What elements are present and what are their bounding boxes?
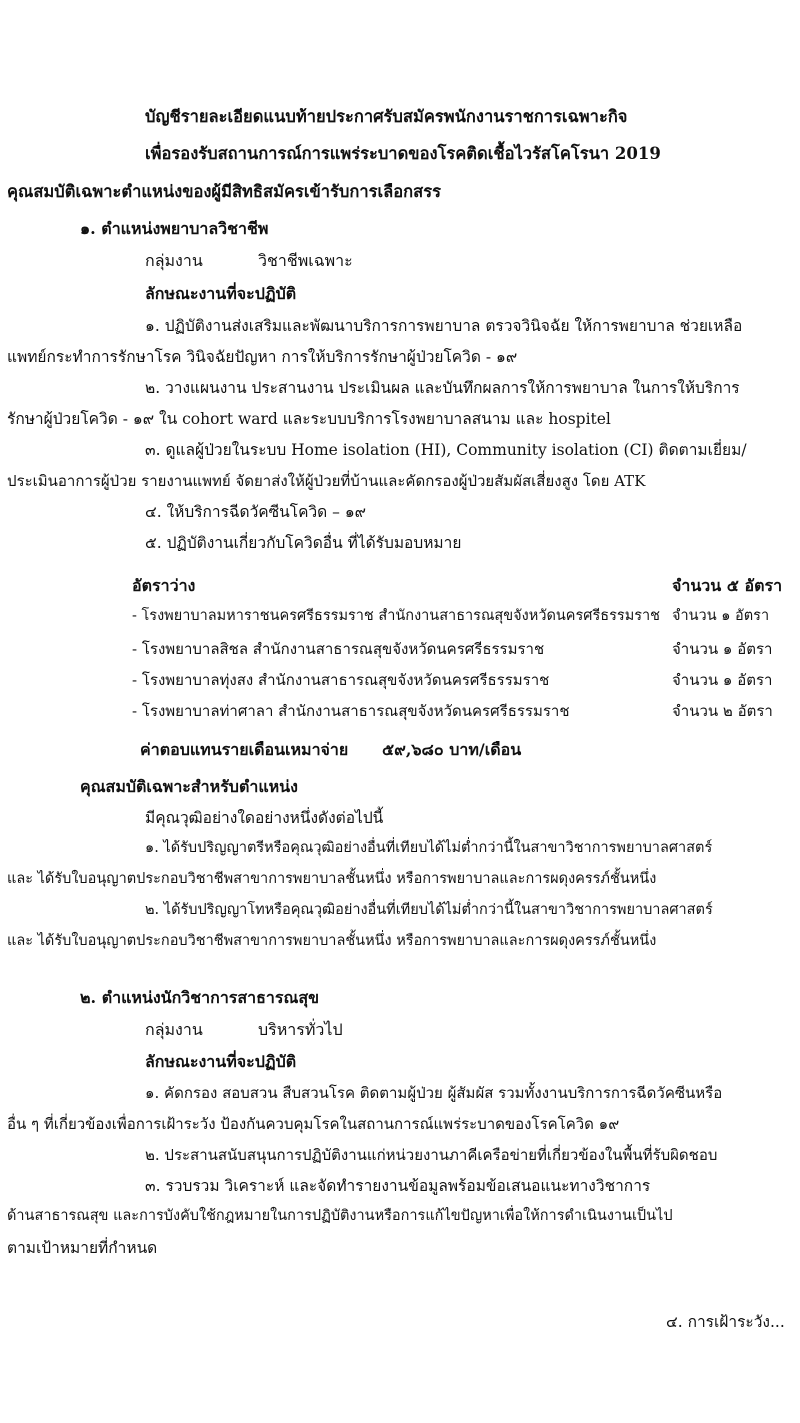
position2-duties-heading: ลักษณะงานที่จะปฏิบัติ — [145, 1052, 297, 1071]
position1-qual-heading: คุณสมบัติเฉพาะสำหรับตำแหน่ง — [80, 777, 298, 796]
position1-duty3-line2: ประเมินอาการผู้ป่วย รายงานแพทย์ จัดยาส่งให้ผู้ป่วยที่บ้านและคัดกรองผู้ป่วยสัมผัสเสี่ยงสูง โดย ATK — [7, 472, 646, 490]
position1-qual1-line2: และ ได้รับใบอนุญาตประกอบวิชาชีพสาขาการพยาบาลชั้นหนึ่ง หรือการพยาบาลและการผดุงครรภ์ชั้นหนึ่ง — [7, 871, 657, 887]
position1-qual-intro: มีคุณวุฒิอย่างใดอย่างหนึ่งดังต่อไปนี้ — [145, 809, 384, 827]
position1-qual1-line1: ๑. ได้รับปริญญาตรีหรือคุณวุฒิอย่างอื่นที่เทียบได้ไม่ต่ำกว่านี้ในสาขาวิชาการพยาบาลศาสตร์ — [145, 840, 713, 856]
position1-duty4: ๔. ให้บริการฉีดวัคซีนโควิด – ๑๙ — [145, 503, 367, 521]
position2-duty3-line2: ด้านสาธารณสุข และการบังคับใช้กฎหมายในการปฏิบัติงานหรือการแก้ไขปัญหาเพื่อให้การดำเนินงานเป็นไป — [7, 1208, 673, 1224]
vacancy-hospital: - โรงพยาบาลท่าศาลา สำนักงานสาธารณสุขจังหวัดนครศรีธรรมราช — [132, 702, 570, 720]
vacancy-hospital: - โรงพยาบาลทุ่งสง สำนักงานสาธารณสุขจังหวัดนครศรีธรรมราช — [132, 671, 550, 689]
position2-title: ๒. ตำแหน่งนักวิชาการสาธารณสุข — [80, 988, 320, 1007]
vacancy-amount: จำนวน ๑ อัตรา — [672, 671, 773, 689]
qualification-heading: คุณสมบัติเฉพาะตำแหน่งของผู้มีสิทธิสมัครเข้ารับการเลือกสรร — [7, 182, 441, 201]
vacancy-row — [132, 702, 792, 720]
position1-group-label: กลุ่มงาน — [145, 251, 203, 270]
vacancy-amount: จำนวน ๑ อัตรา — [672, 640, 773, 658]
vacancy-amount: จำนวน ๒ อัตรา — [672, 702, 773, 720]
position2-group-value: บริหารทั่วไป — [258, 1020, 343, 1039]
position1-qual2-line2: และ ได้รับใบอนุญาตประกอบวิชาชีพสาขาการพยาบาลชั้นหนึ่ง หรือการพยาบาลและการผดุงครรภ์ชั้นหนึ่ง — [7, 933, 657, 949]
vacancy-hospital: - โรงพยาบาลสิชล สำนักงานสาธารณสุขจังหวัดนครศรีธรรมราช — [132, 640, 545, 658]
position1-title: ๑. ตำแหน่งพยาบาลวิชาชีพ — [80, 219, 269, 238]
position1-duty1-line2: แพทย์กระทำการรักษาโรค วินิจฉัยปัญหา การให้บริการรักษาผู้ป่วยโควิด - ๑๙ — [7, 348, 518, 366]
position2-duty1-line2: อื่น ๆ ที่เกี่ยวข้องเพื่อการเฝ้าระวัง ป้องกันควบคุมโรคในสถานการณ์แพร่ระบาดของโรคโควิด ๑๙ — [7, 1115, 620, 1133]
vacancy-row — [132, 671, 792, 689]
position2-duty3-line3: ตามเป้าหมายที่กำหนด — [7, 1239, 158, 1257]
vacancy-total: จำนวน ๕ อัตรา — [672, 576, 783, 595]
position1-duty3-line1: ๓. ดูแลผู้ป่วยในระบบ Home isolation (HI), Community isolation (CI) ติดตามเยี่ยม/ — [145, 441, 747, 459]
position1-duty2-line1: ๒. วางแผนงาน ประสานงาน ประเมินผล และบันทึกผลการให้การพยาบาล ในการให้บริการ — [145, 379, 740, 397]
vacancy-heading: อัตราว่าง — [132, 576, 196, 595]
position2-duty3-line1: ๓. รวบรวม วิเคราะห์ และจัดทำรายงานข้อมูลพร้อมข้อเสนอแนะทางวิชาการ — [145, 1177, 651, 1195]
document-title-line1: บัญชีรายละเอียดแนบท้ายประกาศรับสมัครพนักงานราชการเฉพาะกิจ — [145, 107, 628, 126]
vacancy-header-row — [132, 576, 792, 595]
vacancy-row — [132, 640, 792, 658]
position2-duty2: ๒. ประสานสนับสนุนการปฏิบัติงานแก่หน่วยงานภาคีเครือข่ายที่เกี่ยวข้องในพื้นที่รับผิดชอบ — [145, 1146, 718, 1164]
vacancy-amount: จำนวน ๑ อัตรา — [672, 608, 770, 624]
position1-duty1-line1: ๑. ปฏิบัติงานส่งเสริมและพัฒนาบริการการพยาบาล ตรวจวินิจฉัย ให้การพยาบาล ช่วยเหลือ — [145, 317, 743, 335]
position1-qual2-line1: ๒. ได้รับปริญญาโทหรือคุณวุฒิอย่างอื่นที่เทียบได้ไม่ต่ำกว่านี้ในสาขาวิชาการพยาบาลศาสตร์ — [145, 902, 713, 918]
position1-duties-heading: ลักษณะงานที่จะปฏิบัติ — [145, 284, 297, 303]
salary-value: ๕๙,๖๘๐ บาท/เดือน — [382, 740, 522, 759]
document-title-line2: เพื่อรองรับสถานการณ์การแพร่ระบาดของโรคติดเชื้อไวรัสโคโรนา 2019 — [145, 144, 661, 163]
position1-group-value: วิชาชีพเฉพาะ — [258, 251, 353, 270]
vacancy-row — [132, 608, 792, 625]
vacancy-hospital: - โรงพยาบาลมหาราชนครศรีธรรมราช สำนักงานสาธารณสุขจังหวัดนครศรีธรรมราช — [132, 608, 661, 624]
position1-duty5: ๕. ปฏิบัติงานเกี่ยวกับโควิดอื่น ที่ได้รับมอบหมาย — [145, 534, 462, 552]
position2-group-label: กลุ่มงาน — [145, 1020, 203, 1039]
position1-duty2-line2: รักษาผู้ป่วยโควิด - ๑๙ ใน cohort ward และระบบบริการโรงพยาบาลสนาม และ hospitel — [7, 410, 611, 428]
position2-duty1-line1: ๑. คัดกรอง สอบสวน สืบสวนโรค ติดตามผู้ป่วย ผู้สัมผัส รวมทั้งงานบริการการฉีดวัคซีนหรือ — [145, 1084, 723, 1102]
salary-label: ค่าตอบแทนรายเดือนเหมาจ่าย — [140, 740, 349, 759]
continuation-note: ๔. การเฝ้าระวัง... — [666, 1313, 785, 1331]
